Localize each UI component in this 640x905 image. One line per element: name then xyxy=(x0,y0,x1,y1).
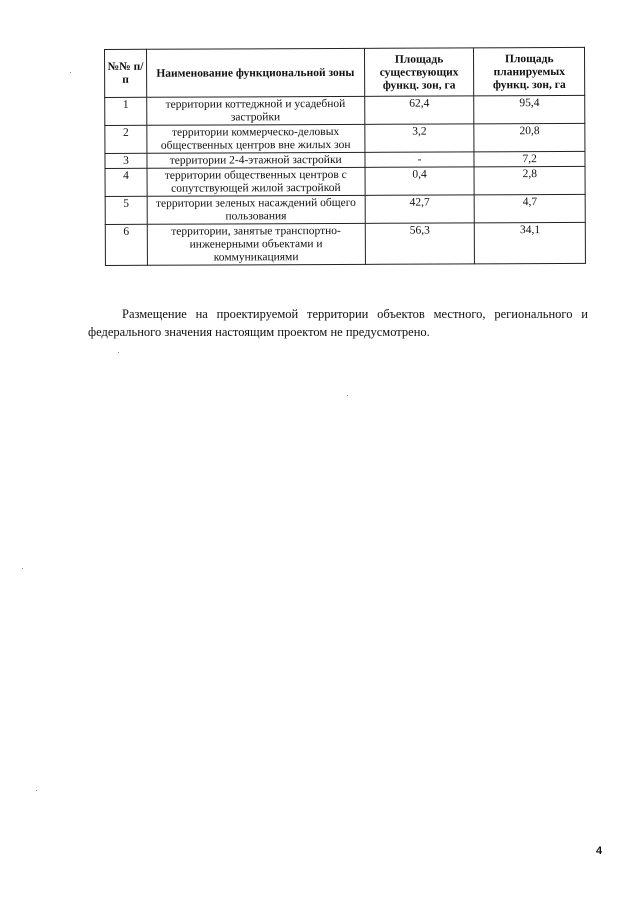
planned-area: 20,8 xyxy=(474,123,585,151)
scan-speck xyxy=(118,352,119,353)
existing-area: 56,3 xyxy=(365,223,475,264)
existing-area: 62,4 xyxy=(364,96,474,124)
zone-name: территории зеленых насаждений общего пользования xyxy=(147,195,365,224)
scan-speck xyxy=(36,790,37,791)
header-planned-area: Площадь планируемых функц. зон, га xyxy=(474,47,585,95)
planned-area: 95,4 xyxy=(474,95,585,123)
existing-area: 42,7 xyxy=(365,195,475,223)
zone-name: территории коттеджной и усадебной застройки xyxy=(147,96,365,125)
row-number: 6 xyxy=(105,224,147,265)
table-row xyxy=(105,194,585,224)
existing-area: - xyxy=(365,152,475,167)
table-row xyxy=(105,222,585,265)
row-number: 4 xyxy=(105,168,147,196)
zone-name: территории общественных центров с сопутствующей жилой застройкой xyxy=(147,167,365,196)
zone-name: территории коммерческо-деловых общественных центров вне жилых зон xyxy=(147,124,365,153)
table-header-row xyxy=(105,47,585,97)
body-paragraph: Размещение на проектируемой территории объектов местного, регионального и федерального значения настоящим проектом не предусмотрено. xyxy=(88,307,588,339)
scan-speck xyxy=(22,568,23,569)
planned-area: 4,7 xyxy=(475,194,586,222)
scan-speck xyxy=(347,395,348,396)
existing-area: 0,4 xyxy=(365,167,475,195)
zone-name: территории 2-4-этажной застройки xyxy=(147,152,365,168)
page-number: 4 xyxy=(596,845,603,857)
row-number: 1 xyxy=(105,97,147,125)
table-row xyxy=(105,166,585,196)
existing-area: 3,2 xyxy=(364,124,474,152)
scan-speck xyxy=(70,72,71,73)
functional-zones-table xyxy=(104,47,586,266)
table-row xyxy=(105,123,585,153)
planned-area: 7,2 xyxy=(474,151,585,166)
header-number: №№ п/п xyxy=(105,49,147,97)
header-existing-area: Площадь существующих функц. зон, га xyxy=(364,48,474,96)
header-zone-name: Наименование функциональной зоны xyxy=(146,48,364,97)
planned-area: 2,8 xyxy=(474,166,585,194)
planned-area: 34,1 xyxy=(475,222,586,263)
table-row xyxy=(105,95,585,125)
row-number: 3 xyxy=(105,153,147,168)
row-number: 2 xyxy=(105,125,147,153)
zone-name: территории, занятые транспортно-инженерными объектами и коммуникациями xyxy=(147,223,365,265)
row-number: 5 xyxy=(105,196,147,224)
